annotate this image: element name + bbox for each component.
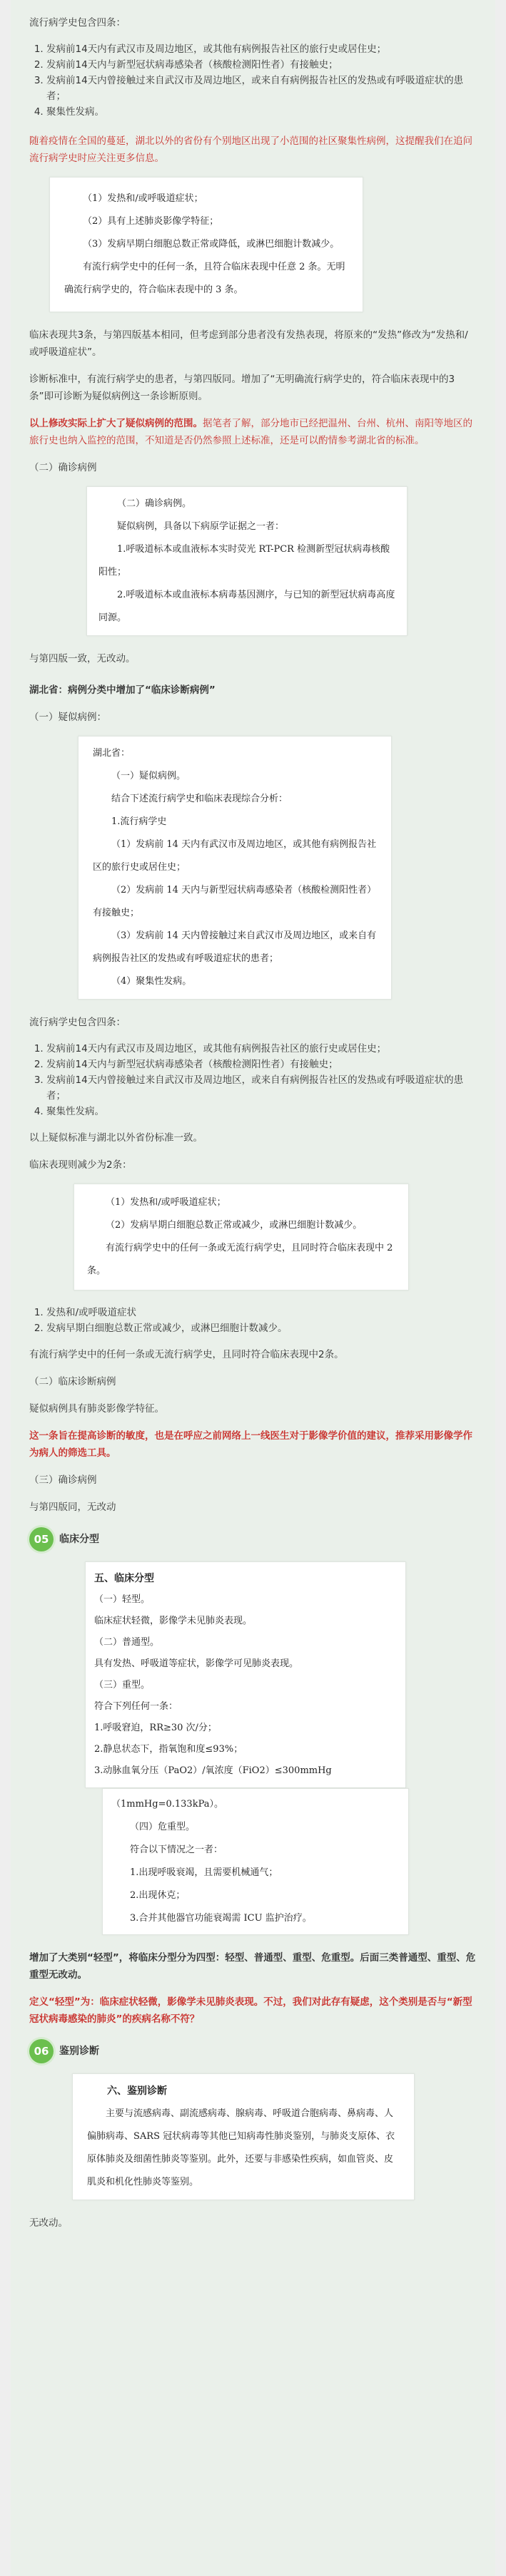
- quote-line: 符合以下情况之一者：: [130, 1844, 223, 1855]
- quote-region: 湖北省：: [93, 748, 131, 759]
- section-heading: （二）确诊病例: [29, 462, 97, 473]
- list-item: 2. 发病早期白细胞总数正常或减少，或淋巴细胞计数减少。: [46, 1320, 477, 1336]
- para-same-suspect: 以上疑似标准与湖北以外省份标准一致。: [29, 1132, 203, 1144]
- list-item: 1. 发病前14天内有武汉市及周边地区，或其他有病例报告社区的旅行史或居住史；: [46, 1041, 477, 1057]
- same-note: 与第四版同，无改动: [29, 1502, 116, 1513]
- section-heading: （二）临床诊断病例: [29, 1376, 116, 1387]
- list-item: 2. 发病前14天内与新型冠状病毒感染者（核酸检测阳性者）有接触史；: [46, 1057, 477, 1072]
- quote-line: 有流行病学史中的任何一条，且符合临床表现中任意 2 条。无明确流行病学史的，符合临床表现中的 3 条。: [64, 262, 345, 295]
- quote-line: 1.呼吸窘迫，RR≥30 次/分；: [94, 1723, 217, 1733]
- epi-list-1: [29, 41, 477, 120]
- epi-intro: 流行病学史包含四条：: [29, 17, 126, 29]
- section-06-header: [29, 2039, 477, 2063]
- para-clinical: 临床表现共3条，与第四版基本相同，但考虑到部分患者没有发热表现，将原来的“发热”修改为“发热和/或呼吸道症状”。: [29, 329, 468, 358]
- quote-line: （3）发病前 14 天内曾接触过来自武汉市及周边地区，或来自有病例报告社区的发热或有呼吸道症状的患者；: [93, 930, 377, 964]
- quote-line: （1）发热和/或呼吸道症状；: [83, 193, 203, 204]
- hubei-heading-text: ：病例分类中增加了“临床诊断病例”: [58, 684, 216, 696]
- hubei-heading: [29, 682, 477, 699]
- quote-line: 主要与流感病毒、副流感病毒、腺病毒、呼吸道合胞病毒、鼻病毒、人偏肺病毒、SARS 冠状病毒等其他已知病毒性肺炎鉴别，与肺炎支原体、衣原体肺炎及细菌性肺炎等鉴别。此外，还要与非感染性疾病，如血管炎、皮肌炎和机化性肺炎等鉴别。: [87, 2108, 395, 2187]
- quote-title: 五、临床分型: [94, 1573, 154, 1584]
- quote-line: （3）发病早期白细胞总数正常或降低，或淋巴细胞计数减少。: [83, 239, 340, 250]
- section-05-header: [29, 1527, 477, 1551]
- quote-card-critical: [102, 1788, 409, 1935]
- quote-card-classify: [85, 1561, 406, 1788]
- para-diagnosis: 诊断标准中，有流行病学史的患者，与第四版同。增加了“无明确流行病学史的，符合临床表现中的3条”即可诊断为疑似病例这一条诊断原则。: [29, 374, 455, 402]
- quote-line: （2）发病早期白细胞总数正常或减少，或淋巴细胞计数减少。: [106, 1220, 363, 1231]
- red-note-plain: 据笔者了解，部分地市已经把温州、台州、杭州、南阳等地区的旅行史也纳入监控的范围，不知道是否仍然参照上述标准，还是可以酌情参考湖北省的标准。: [29, 418, 472, 446]
- quote-line: 1.流行病学史: [111, 816, 167, 827]
- quote-card-hubei: [78, 736, 392, 1000]
- epi-intro-2: 流行病学史包含四条：: [29, 1017, 126, 1028]
- list-item: 4. 聚集性发病。: [46, 104, 477, 120]
- red-note-mild: 定义“轻型”为：临床症状轻微，影像学未见肺炎表现。不过，我们对此存有疑虑，这个类别是否与“新型冠状病毒感染的肺炎”的疾病名称不符？: [29, 1996, 472, 2025]
- quote-line: （4）聚集性发病。: [111, 976, 192, 987]
- quote-line: 有流行病学史中的任何一条或无流行病学史，且同时符合临床表现中 2 条。: [87, 1243, 393, 1276]
- para-clinical-reduced: 临床表现则减少为2条：: [29, 1159, 132, 1171]
- hubei-heading-region: 湖北省: [29, 684, 59, 696]
- red-note-imaging: 这一条旨在提高诊断的敏度，也是在呼应之前网络上一线医生对于影像学价值的建议，推荐采用影像学作为病人的筛选工具。: [29, 1430, 472, 1459]
- bold-note-classify: 增加了大类别“轻型”，将临床分型分为四型：轻型、普通型、重型、危重型。后面三类普通型、重型、危重型无改动。: [29, 1952, 476, 1981]
- quote-line: （1）发病前 14 天内有武汉市及周边地区，或其他有病例报告社区的旅行史或居住史；: [93, 839, 377, 873]
- para-ct: 疑似病例具有肺炎影像学特征。: [29, 1403, 164, 1415]
- epi-list-2: [29, 1041, 477, 1119]
- quote-line: 临床症状轻微，影像学未见肺炎表现。: [94, 1616, 253, 1626]
- quote-line: （三）重型。: [94, 1680, 151, 1690]
- quote-line: （一）轻型。: [94, 1594, 151, 1605]
- section-heading: （三）确诊病例: [29, 1474, 97, 1486]
- clinical-list-2: [29, 1305, 477, 1336]
- list-item: 1. 发热和/或呼吸道症状: [46, 1305, 477, 1320]
- red-note-community: 随着疫情在全国的蔓延，湖北以外的省份有个别地区出现了小范围的社区聚集性病例，这提醒我们在追问流行病学史时应关注更多信息。: [29, 135, 472, 164]
- quote-line: 1.呼吸道标本或血液标本实时荧光 RT-PCR 检测新型冠状病毒核酸阳性；: [98, 544, 390, 578]
- article-page: [11, 0, 495, 2576]
- section-number-badge: 05: [29, 1527, 54, 1551]
- quote-line: 符合下列任何一条：: [94, 1701, 178, 1712]
- list-item: 3. 发病前14天内曾接触过来自武汉市及周边地区，或来自有病例报告社区的发热或有呼吸道症状的患者；: [46, 73, 477, 104]
- quote-title: 六、鉴别诊断: [107, 2085, 167, 2097]
- quote-line: （四）危重型。: [130, 1822, 196, 1832]
- section-title: 鉴别诊断: [59, 2046, 99, 2057]
- quote-card-clinical: [49, 177, 363, 312]
- quote-line: 2.静息状态下，指氧饱和度≤93%；: [94, 1744, 243, 1755]
- same-note: 与第四版一致，无改动。: [29, 653, 136, 664]
- quote-card-diff: [72, 2073, 415, 2200]
- quote-line: 1.出现呼吸衰竭，且需要机械通气；: [130, 1867, 278, 1878]
- quote-line: （1mmHg=0.133kPa）。: [111, 1799, 223, 1810]
- section-heading: （一）疑似病例：: [29, 712, 106, 723]
- quote-line: 结合下述流行病学史和临床表现综合分析：: [111, 794, 288, 804]
- footer-note: 无改动。: [29, 2217, 68, 2229]
- para-any-epi: 有流行病学史中的任何一条或无流行病学史，且同时符合临床表现中2条。: [29, 1349, 344, 1360]
- list-item: 3. 发病前14天内曾接触过来自武汉市及周边地区，或来自有病例报告社区的发热或有呼吸道症状的患者；: [46, 1072, 477, 1104]
- section-number-badge: 06: [29, 2039, 54, 2063]
- quote-line: （2）具有上述肺炎影像学特征；: [83, 216, 219, 227]
- quote-line: 3.动脉血氧分压（PaO2）/氧浓度（FiO2）≤300mmHg: [94, 1765, 332, 1776]
- quote-line: （一）疑似病例。: [111, 771, 186, 781]
- section-title: 临床分型: [59, 1534, 99, 1545]
- quote-line: 2.呼吸道标本或血液标本病毒基因测序，与已知的新型冠状病毒高度同源。: [98, 590, 395, 623]
- quote-line: （二）普通型。: [94, 1637, 160, 1648]
- quote-card-clinical-2: [74, 1184, 409, 1290]
- list-item: 4. 聚集性发病。: [46, 1104, 477, 1119]
- list-item: 1. 发病前14天内有武汉市及周边地区，或其他有病例报告社区的旅行史或居住史；: [46, 41, 477, 57]
- red-note-bold: 以上修改实际上扩大了疑似病例的范围。: [29, 418, 203, 429]
- quote-line: 2.出现休克；: [130, 1890, 186, 1901]
- quote-line: （二）确诊病例。: [117, 498, 192, 509]
- quote-line: （1）发热和/或呼吸道症状；: [106, 1197, 226, 1208]
- quote-line: 3.合并其他器官功能衰竭需 ICU 监护治疗。: [130, 1913, 312, 1924]
- quote-line: 疑似病例，具备以下病原学证据之一者：: [117, 521, 285, 532]
- quote-line: （2）发病前 14 天内与新型冠状病毒感染者（核酸检测阳性者）有接触史；: [93, 885, 377, 918]
- red-note-scope: [29, 415, 477, 449]
- quote-line: 具有发热、呼吸道等症状，影像学可见肺炎表现。: [94, 1658, 299, 1669]
- list-item: 2. 发病前14天内与新型冠状病毒感染者（核酸检测阳性者）有接触史；: [46, 57, 477, 73]
- quote-card-confirm: [86, 486, 408, 636]
